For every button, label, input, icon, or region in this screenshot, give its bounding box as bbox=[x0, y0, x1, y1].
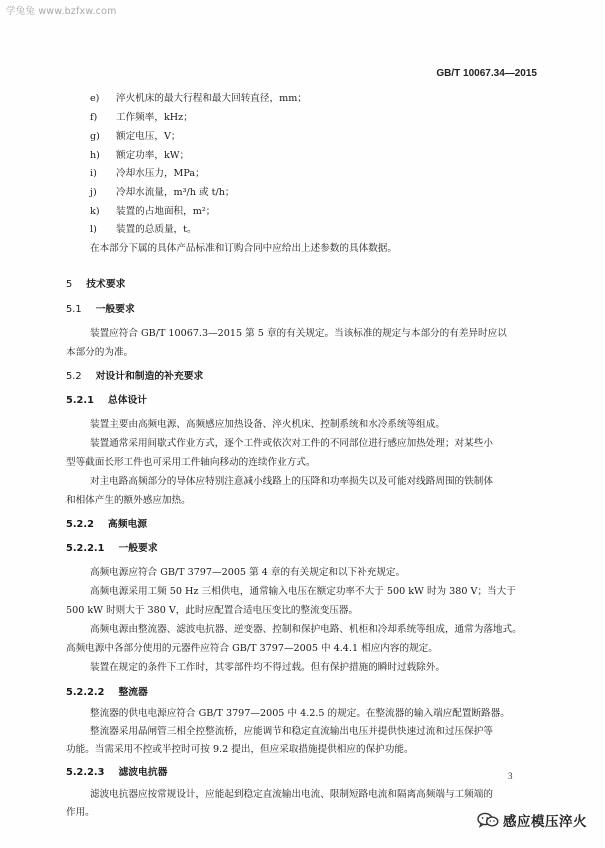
section-number: 5 bbox=[66, 279, 73, 290]
param-item-i bbox=[90, 167, 205, 181]
watermark-text: 学兔兔 www.bzfxw.com bbox=[6, 6, 117, 17]
section-title: 滤波电抗器 bbox=[118, 767, 168, 778]
section-title: 整流器 bbox=[118, 687, 148, 698]
paragraph-line: 型等截面长形工件也可采用工件轴向移动的连续作业方式。 bbox=[66, 457, 316, 468]
param-text: 装置的总质量，t。 bbox=[116, 224, 197, 235]
wechat-account-badge bbox=[477, 810, 587, 830]
param-mark: e) bbox=[90, 93, 100, 104]
section-heading-5-2-2-2 bbox=[66, 686, 148, 700]
paragraph-line: 滤波电抗器应按常规设计，应能起到稳定直流输出电流、限制短路电流和隔离高频端与工频端的 bbox=[90, 789, 493, 800]
section-heading-5-2 bbox=[66, 370, 203, 384]
param-text: 额定电压，V； bbox=[116, 131, 181, 142]
section-number: 5.1 bbox=[66, 304, 82, 315]
paragraph-line: 功能。当需采用不控或半控时可按 9.2 提出，但应采取措施提供相应的保护功能。 bbox=[66, 744, 414, 755]
section-number: 5.2 bbox=[66, 371, 82, 382]
paragraph-line: 高频电源采用工频 50 Hz 三相供电，通常输入电压在额定功率不大于 500 kW 时为 380 V；当大于 bbox=[90, 586, 516, 597]
paragraph-line: 装置通常采用间歇式作业方式，逐个工件或依次对工件的不同部位进行感应加热处理；对某些小 bbox=[90, 438, 493, 449]
param-text: 装置的占地面积，m²； bbox=[116, 206, 216, 217]
param-item-k bbox=[90, 205, 215, 219]
param-item-g bbox=[90, 130, 181, 144]
param-item-f bbox=[90, 111, 193, 125]
section-title: 技术要求 bbox=[86, 279, 126, 290]
section-number: 5.2.1 bbox=[66, 395, 94, 406]
paragraph-line: 装置在规定的条件下工作时，其零部件均不得过载。但有保护措施的瞬时过载除外。 bbox=[90, 662, 445, 673]
param-text: 冷却水流量，m³/h 或 t/h； bbox=[116, 187, 235, 198]
param-mark: g) bbox=[90, 131, 100, 142]
paragraph-line: 和相体产生的额外感应加热。 bbox=[66, 495, 191, 506]
section-title: 高频电源 bbox=[107, 519, 148, 530]
param-text: 淬火机床的最大行程和最大回转直径，mm； bbox=[116, 93, 307, 104]
section-number: 5.2.2.2 bbox=[66, 687, 105, 698]
param-item-h bbox=[90, 149, 189, 163]
param-mark: l) bbox=[90, 224, 97, 235]
param-text: 额定功率，kW； bbox=[116, 150, 190, 161]
section-title: 一般要求 bbox=[118, 543, 158, 554]
section-heading-5-1 bbox=[66, 303, 135, 317]
section-number: 5.2.2.1 bbox=[66, 543, 105, 554]
param-item-e bbox=[90, 92, 307, 106]
paragraph-line: 高频电源中各部分使用的元器件应符合 GB/T 3797—2005 中 4.4.1 相应内容的规定。 bbox=[66, 643, 438, 654]
account-name: 感应模压淬火 bbox=[503, 814, 587, 830]
paragraph-line: 整流器采用晶闸管三相全控整流桥，应能调节和稳定直流输出电压并提供快速过流和过压保护等 bbox=[90, 726, 493, 737]
param-mark: j) bbox=[90, 187, 97, 198]
section-heading-5-2-2 bbox=[66, 518, 147, 532]
paragraph-line: 500 kW 时则大于 380 V，此时应配置合适电压变比的整流变压器。 bbox=[66, 605, 359, 616]
section-number: 5.2.2.3 bbox=[66, 767, 105, 778]
paragraph-line: 高频电源应符合 GB/T 3797—2005 第 4 章的有关规定和以下补充规定。 bbox=[90, 567, 406, 578]
paragraph-line: 整流器的供电电源应符合 GB/T 3797—2005 中 4.2.5 的规定。在整流器的输入端应配置断路器。 bbox=[90, 708, 510, 719]
paragraph-line: 本部分的为准。 bbox=[66, 347, 134, 358]
param-mark: i) bbox=[90, 168, 97, 179]
section-title: 总体设计 bbox=[107, 395, 148, 406]
param-text: 工作频率，kHz； bbox=[116, 112, 193, 123]
section-heading-5 bbox=[66, 278, 125, 292]
section-title: 一般要求 bbox=[95, 304, 135, 315]
section-heading-5-2-1 bbox=[66, 394, 147, 408]
standard-code-header: GB/T 10067.34—2015 bbox=[436, 68, 537, 79]
param-item-j bbox=[90, 186, 234, 200]
section-title: 对设计和制造的补充要求 bbox=[95, 371, 204, 382]
param-item-l bbox=[90, 223, 197, 237]
paragraph-line: 高频电源由整流器、滤波电抗器、逆变器、控制和保护电路、机柜和冷却系统等组成，通常为落地式。 bbox=[90, 624, 522, 635]
param-mark: k) bbox=[90, 206, 100, 217]
param-mark: h) bbox=[90, 150, 100, 161]
paragraph-line: 对主电路高频部分的导体应特别注意减小线路上的压降和功率损失以及可能对线路周围的铁制体 bbox=[90, 476, 493, 487]
section-heading-5-2-2-1 bbox=[66, 542, 158, 556]
section-heading-5-2-2-3 bbox=[66, 766, 167, 780]
paragraph-line: 作用。 bbox=[66, 807, 95, 818]
param-mark: f) bbox=[90, 112, 98, 123]
param-text: 冷却水压力，MPa； bbox=[116, 168, 205, 179]
section-number: 5.2.2 bbox=[66, 519, 94, 530]
paragraph-line: 装置主要由高频电源、高频感应加热设备、淬火机床、控制系统和水冷系统等组成。 bbox=[90, 419, 445, 430]
wechat-icon bbox=[477, 812, 499, 828]
page-number: 3 bbox=[508, 771, 513, 781]
paragraph-line: 装置应符合 GB/T 10067.3—2015 第 5 章的有关规定。当该标准的规定与本部分的有差异时应以 bbox=[90, 328, 507, 339]
closing-paragraph: 在本部分下属的具体产品标准和订购合同中应给出上述参数的具体数据。 bbox=[90, 243, 397, 254]
